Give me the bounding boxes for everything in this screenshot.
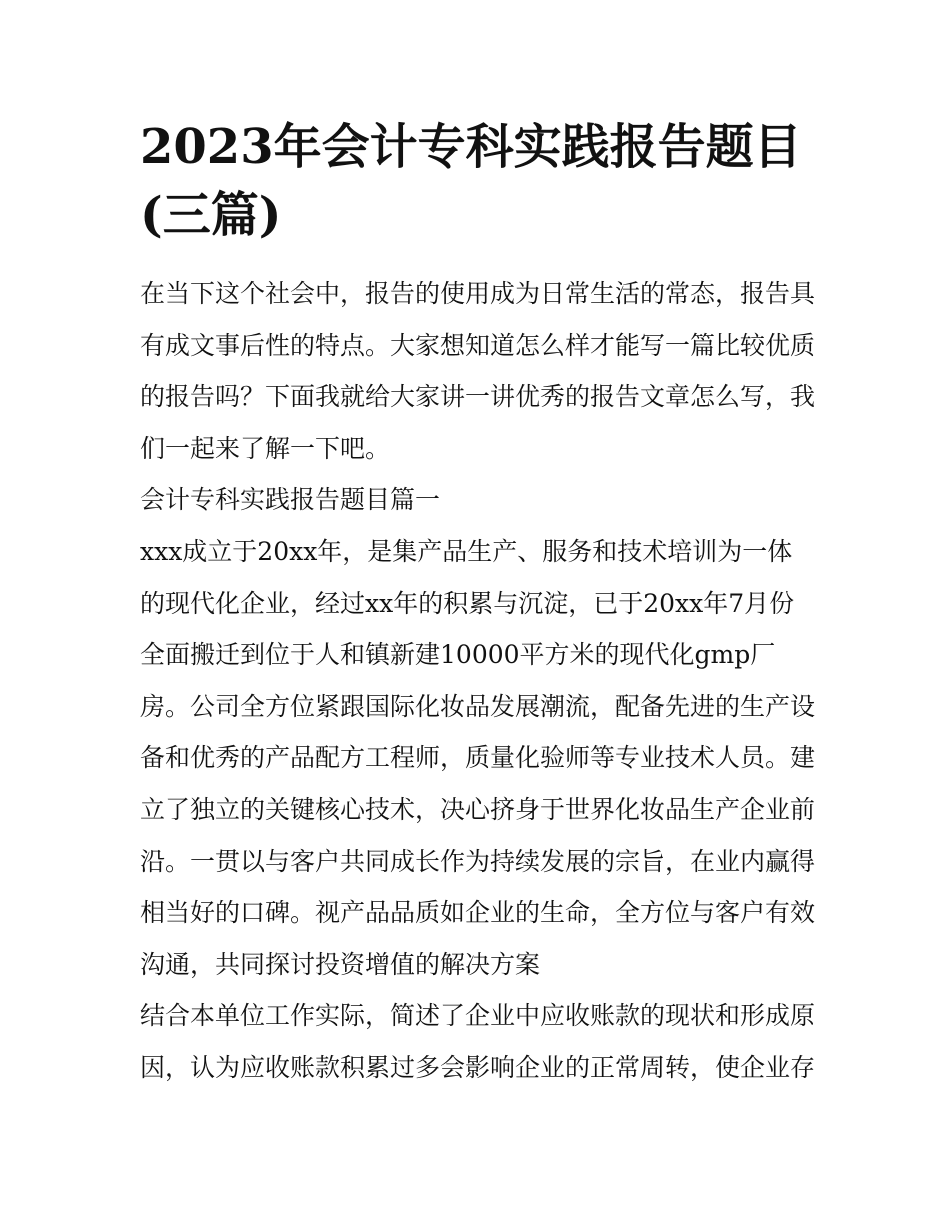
body-line: 们一起来了解一下吧。 bbox=[140, 433, 391, 463]
body-line: 全面搬迁到位于人和镇新建10000平方米的现代化gmp厂 bbox=[140, 640, 776, 670]
body-line: 相当好的口碑。视产品品质如企业的生命，全方位与客户有效 bbox=[140, 898, 816, 928]
body-line: 有成文事后性的特点。大家想知道怎么样才能写一篇比较优质 bbox=[140, 330, 816, 360]
body-line: xxx成立于20xx年，是集产品生产、服务和技术培训为一体 bbox=[140, 536, 793, 566]
document-body bbox=[140, 268, 820, 1094]
document-page bbox=[140, 0, 820, 1094]
document-title bbox=[140, 0, 820, 249]
body-line: 备和优秀的产品配方工程师，质量化验师等专业技术人员。建 bbox=[140, 743, 816, 773]
body-line: 因，认为应收账款积累过多会影响企业的正常周转，使企业存 bbox=[140, 1052, 816, 1082]
body-line: 在当下这个社会中，报告的使用成为日常生活的常态，报告具 bbox=[140, 279, 816, 308]
section-heading: 会计专科实践报告题目篇一 bbox=[140, 485, 441, 515]
body-line: 沟通，共同探讨投资增值的解决方案 bbox=[140, 949, 541, 979]
body-line: 的报告吗？下面我就给大家讲一讲优秀的报告文章怎么写，我 bbox=[140, 382, 816, 412]
title-line: (三篇) bbox=[140, 187, 282, 243]
body-line: 结合本单位工作实际，简述了企业中应收账款的现状和形成原 bbox=[140, 1001, 816, 1031]
body-line: 的现代化企业，经过xx年的积累与沉淀，已于20xx年7月份 bbox=[140, 588, 795, 618]
title-line: 2023年会计专科实践报告题目 bbox=[140, 119, 802, 175]
body-line: 立了独立的关键核心技术，决心挤身于世界化妆品生产企业前 bbox=[140, 794, 816, 824]
body-line: 沿。一贯以与客户共同成长作为持续发展的宗旨，在业内赢得 bbox=[140, 846, 816, 876]
body-line: 房。公司全方位紧跟国际化妆品发展潮流，配备先进的生产设 bbox=[140, 691, 816, 721]
